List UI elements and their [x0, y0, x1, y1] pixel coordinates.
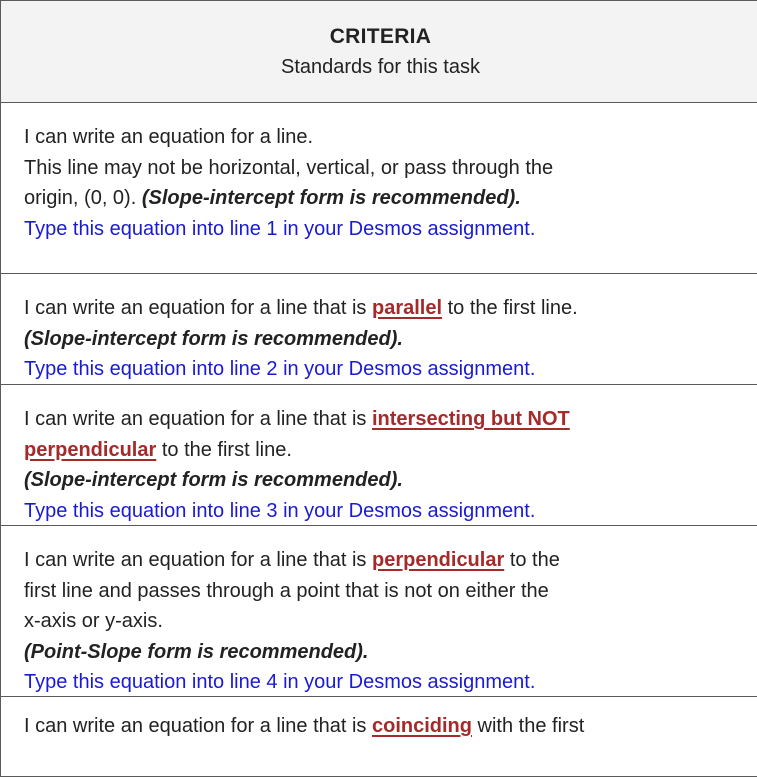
header-subtitle: Standards for this task — [281, 56, 480, 78]
criteria-header — [1, 1, 757, 103]
criterion-row-5 — [1, 697, 757, 777]
criterion-4-line3: x-axis or y-axis. — [24, 610, 163, 632]
criterion-3-pre: I can write an equation for a line that is — [24, 408, 367, 430]
criterion-4-statement-line1 — [24, 545, 757, 576]
criterion-4-form: (Point-Slope form is recommended). — [24, 640, 369, 663]
criterion-1-detail2: origin, (0, 0). — [24, 187, 137, 209]
criterion-row-1 — [1, 103, 757, 274]
criterion-2-statement — [24, 293, 757, 324]
criterion-4-post: to the — [509, 549, 560, 571]
term-coinciding: coinciding — [371, 715, 472, 737]
criterion-4-instruction: Type this equation into line 4 in your Desmos assignment. — [24, 671, 536, 693]
criterion-3-statement-line2 — [24, 435, 757, 466]
criterion-5-post: with the first — [477, 715, 585, 737]
criterion-1-detail-line — [24, 183, 757, 214]
header-title: CRITERIA — [329, 25, 432, 48]
criterion-row-3 — [1, 385, 757, 526]
criterion-2-post: to the first line. — [447, 297, 578, 319]
criterion-4-pre: I can write an equation for a line that is — [24, 549, 367, 571]
term-parallel: parallel — [371, 297, 443, 319]
term-perpendicular-2: perpendicular — [371, 549, 505, 571]
criterion-5-pre: I can write an equation for a line that is — [24, 715, 367, 737]
criterion-3-post: to the first line. — [161, 438, 292, 461]
criterion-3-instruction: Type this equation into line 3 in your Desmos assignment. — [24, 499, 536, 522]
criterion-2-form: (Slope-intercept form is recommended). — [24, 327, 403, 350]
criterion-1-detail: This line may not be horizontal, vertical, or pass through the — [24, 156, 554, 179]
criterion-2-pre: I can write an equation for a line that is — [24, 297, 367, 319]
criterion-row-4 — [1, 526, 757, 697]
criterion-5-statement — [24, 711, 757, 742]
criterion-4-line2: first line and passes through a point that is not on either the — [24, 579, 549, 602]
criterion-2-instruction: Type this equation into line 2 in your Desmos assignment. — [24, 358, 536, 380]
term-intersecting-not: intersecting but NOT — [371, 408, 570, 430]
criterion-1-form: (Slope-intercept form is recommended). — [141, 187, 521, 209]
criterion-1-instruction: Type this equation into line 1 in your Desmos assignment. — [24, 217, 536, 240]
criterion-3-form: (Slope-intercept form is recommended). — [24, 469, 403, 491]
criterion-1-intro: I can write an equation for a line. — [24, 126, 314, 148]
criterion-row-2 — [1, 274, 757, 385]
term-perpendicular: perpendicular — [24, 438, 157, 461]
criterion-3-statement-line1 — [24, 404, 757, 435]
